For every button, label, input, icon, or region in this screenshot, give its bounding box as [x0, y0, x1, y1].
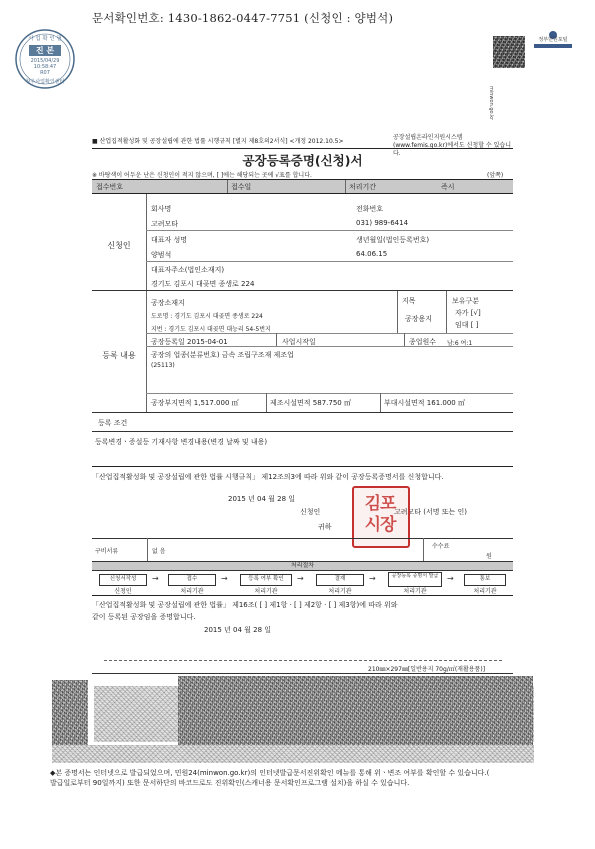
process-step-2: 접수 [168, 574, 216, 586]
form-title: 공장등록증명(신청)서 [242, 153, 363, 168]
portal-seal-label: 정부민원포털 [538, 37, 568, 43]
registration-conditions-label: 등록 조건 [98, 419, 128, 427]
ownership-label: 보유구분 [452, 297, 480, 305]
road-address: 도로명 : 경기도 김포시 대곶면 종생로 224 [151, 313, 263, 320]
representative-address-value: 경기도 김포시 대곶면 종생로 224 [151, 280, 255, 288]
factory-site-label: 공장용지 [405, 315, 433, 323]
security-pattern-lower [52, 745, 534, 763]
processing-period-label: 처리기간 [349, 183, 377, 191]
phone-label: 전화번호 [356, 205, 384, 213]
arrow-icon: → [221, 574, 228, 583]
industry-label: 공장의 업종(분류번호) 금속 조립구조재 제조업 [151, 351, 294, 359]
seal-time: 10:58:47 [33, 64, 57, 70]
arrow-icon: → [369, 574, 376, 583]
registration-changes-label: 등록변경ㆍ증설등 기재사항 변경내용(변경 날짜 및 내용) [95, 438, 268, 446]
applicant-sign-label: 신청인 [300, 508, 321, 516]
document-barcode-strip [178, 676, 533, 748]
seal-bottom-text: 창우사업확인센터 [25, 79, 65, 85]
certification-text-line1: 「산업집적활성화 및 공장설립에 관한 법률」 제16조( [ ] 제1항 · [ ] 제2항 · [ ] 제3항)에 따라 위와 [92, 601, 398, 609]
employees-label: 종업원수 [409, 338, 437, 346]
stamp-text: 김포시장 [364, 494, 396, 535]
industry-code: (25113) [151, 362, 175, 369]
phone-value: 031) 989-6414 [356, 219, 409, 227]
application-statement: 「산업집적활성화 및 공장설립에 관한 법률 시행규칙」 제12조의3에 따라 위와 같이 공장등록증명서를 신청합니다. [92, 473, 444, 481]
page-side-mark: (앞쪽) [487, 172, 504, 179]
footer-notice-line2: 발급일로부터 90일까지) 또한 문서하단의 바코드로도 진위확인(스캐너용 문서확인프로그램 설치)을 하실 수 있습니다. [50, 779, 410, 787]
representative-address-label: 대표자주소(법인소재지) [151, 266, 225, 274]
footer-notice-line1: ◆본 증명서는 인터넷으로 발급되었으며, 민원24(minwon.go.kr)의 인터넷발급문서진위확인 메뉴를 통해 위ㆍ변조 여부를 확인할 수 있습니다.( [50, 769, 490, 777]
employees-value: 남:6 여:1 [447, 340, 473, 347]
company-name-label: 회사명 [151, 205, 172, 213]
factory-location-label: 공장소재지 [151, 299, 185, 307]
applicant-section-label: 신청인 [107, 241, 131, 250]
portal-seal [530, 28, 576, 82]
site-area: 공장부지면적 1,517.000 ㎡ [151, 399, 239, 407]
receipt-number-label: 접수번호 [96, 183, 124, 191]
seal-mid-text: 진 본 [35, 46, 55, 55]
process-step-6: 통보 [464, 574, 506, 586]
land-category-label: 지목 [402, 297, 416, 305]
fee-unit: 원 [486, 553, 492, 560]
addressee-suffix: 귀하 [318, 523, 332, 531]
ownership-lease: 임대 [ ] [455, 321, 479, 329]
ownership-own: 자가 [√] [455, 309, 481, 317]
manufacturing-area: 제조시설면적 587.750 ㎡ [270, 399, 351, 407]
process-step-2-actor: 처리기관 [180, 588, 204, 595]
form-online-note: 공장설립온라인지원시스템(www.femis.go.kr)에서도 신청할 수 있습니다. [393, 134, 512, 157]
attachments-value: 없 음 [152, 548, 166, 555]
process-step-3: 등록 여부 확인 [240, 574, 292, 586]
representative-name-label: 대표자 성명 [151, 236, 188, 244]
fee-label: 수수료 [432, 543, 450, 550]
representative-name-value: 양범석 [151, 251, 172, 259]
auxiliary-area: 부대시설면적 161.000 ㎡ [384, 399, 465, 407]
seal-top-text: 사 업 확 인 필 [28, 36, 62, 42]
process-step-3-actor: 처리기관 [254, 588, 278, 595]
business-start-label: 사업시작일 [282, 338, 316, 346]
document-confirmation-number: 문서확인번호: 1430-1862-0447-7751 (신청인 : 양범석) [92, 11, 394, 25]
receipt-date-label: 접수일 [231, 183, 252, 191]
lot-address: 지번 : 경기도 김포시 대곶면 대능리 54-5번지 [151, 326, 271, 333]
attachments-label: 구비서류 [95, 548, 119, 555]
birthdate-label: 생년월일(법인등록번호) [356, 236, 430, 244]
process-step-5: 공장등록 증명서 발급 [388, 572, 442, 587]
process-step-6-actor: 처리기관 [473, 588, 497, 595]
form-legal-basis: ■ 산업집적활성화 및 공장설립에 관한 법률 시행규칙 [별지 제8호의2서식] <개정 2012.10.5> [92, 138, 344, 145]
arrow-icon: → [297, 574, 304, 583]
seal-date: 2015/04/29 [30, 58, 60, 64]
registration-date: 공장등록일 2015-04-01 [151, 338, 228, 346]
arrow-icon: → [152, 574, 159, 583]
birthdate-value: 64.06.15 [356, 250, 388, 258]
process-step-4: 결재 [316, 574, 364, 586]
certified-copy-seal [14, 28, 76, 90]
process-step-5-actor: 처리기관 [403, 588, 427, 595]
process-step-1-actor: 신청인 [114, 588, 132, 595]
process-title: 처리절차 [290, 562, 315, 569]
process-step-1: 신청서작성 [99, 574, 147, 586]
certification-text-line2: 같이 등록된 공장임을 증명합니다. [92, 613, 196, 621]
company-name-value: 고려모타 [151, 220, 179, 228]
qr-barcode [493, 36, 525, 68]
certification-date: 2015 년 04 월 28 일 [204, 626, 272, 634]
paper-spec: 210㎜×297㎜[일반용지 70g/㎡(재활용품)] [368, 666, 486, 673]
seal-code: R07 [40, 70, 50, 76]
portal-side-text: minwon.go.kr [488, 86, 494, 121]
registration-section-label: 등록 내용 [102, 351, 136, 360]
form-instructions: ※ 바탕색이 어두운 난은 신청인이 적지 않으며, [ ]에는 해당되는 곳에 √표를 합니다. [92, 172, 312, 179]
application-date: 2015 년 04 월 28 일 [228, 495, 296, 503]
processing-period-value: 즉시 [441, 183, 455, 191]
process-step-4-actor: 처리기관 [328, 588, 352, 595]
arrow-icon: → [447, 574, 454, 583]
applicant-signature: 고려모타 (서명 또는 인) [394, 508, 467, 516]
